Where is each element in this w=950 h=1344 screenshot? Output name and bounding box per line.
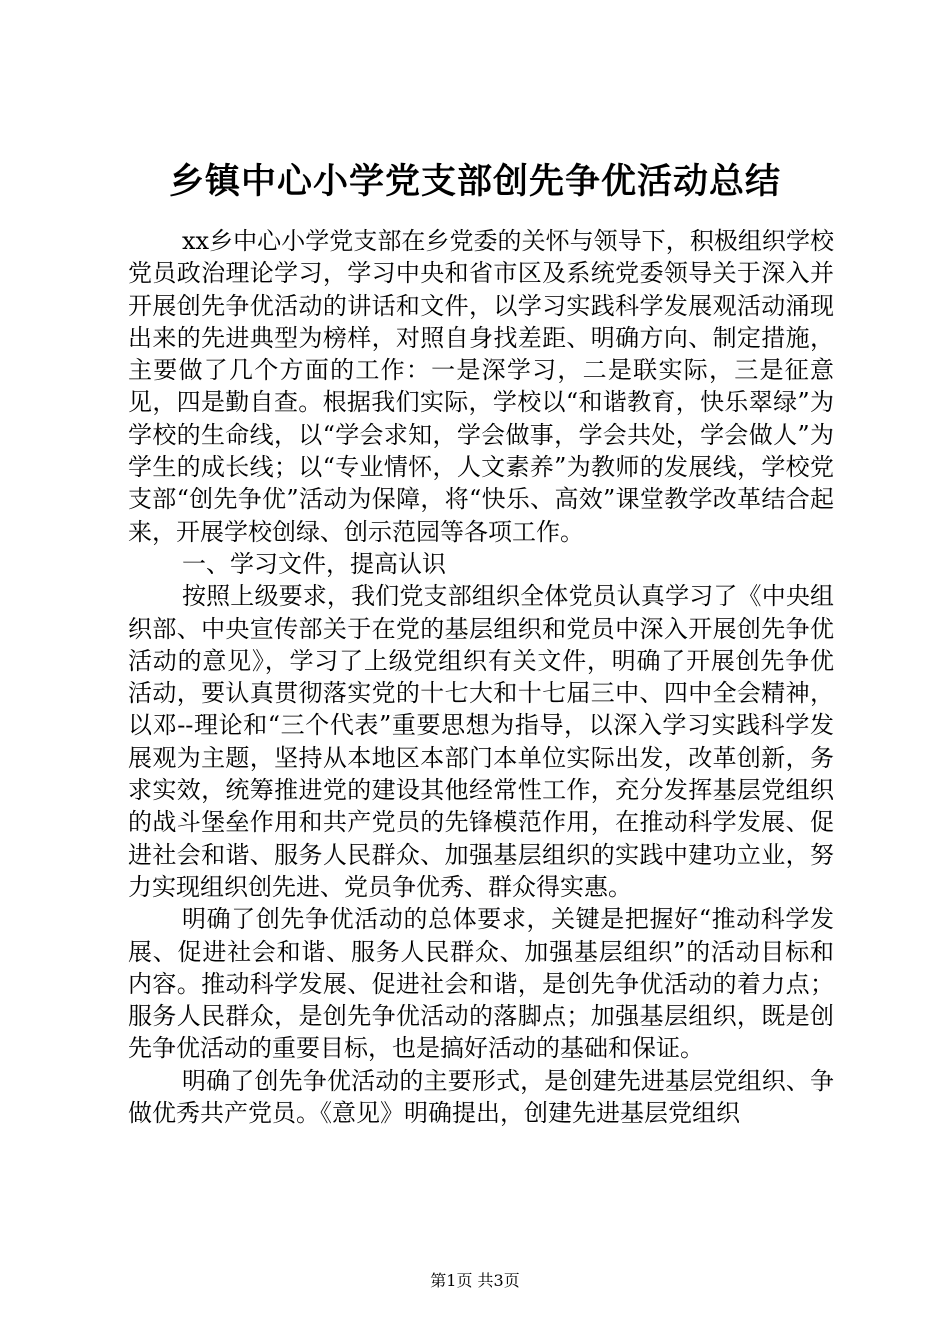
paragraph-requirements: 明确了创先争优活动的总体要求，关键是把握好“推动科学发展、促进社会和谐、服务人民群众、加强基层组织”的活动目标和内容。推动科学发展、促进社会和谐，是创先争优活动的着力点；服务人民群众，是创先争优活动的落脚点；加强基层组织，既是创先争优活动的重要目标，也是搞好活动的基础和保证。 [128,905,834,1063]
paragraph-study: 按照上级要求，我们党支部组织全体党员认真学习了《中央组织部、中央宣传部关于在党的基层组织和党员中深入开展创先争优活动的意见》，学习了上级党组织有关文件，明确了开展创先争优活动，要认真贯彻落实党的十七大和十七届三中、四中全会精神，以邓--理论和“三个代表”重要思想为指导，以深入学习实践科学发展观为主题，坚持从本地区本部门本单位实际出发，改革创新，务求实效，统筹推进党的建设其他经常性工作，充分发挥基层党组织的战斗堡垒作用和共产党员的先锋模范作用，在推动科学发展、促进社会和谐、服务人民群众、加强基层组织的实践中建功立业，努力实现组织创先进、党员争优秀、群众得实惠。 [128,582,834,901]
paragraph-intro: xx乡中心小学党支部在乡党委的关怀与领导下，积极组织学校党员政治理论学习，学习中央和省市区及系统党委领导关于深入并开展创先争优活动的讲话和文件，以学习实践科学发展观活动涌现出来的先进典型为榜样，对照自身找差距、明确方向、制定措施，主要做了几个方面的工作：一是深学习，二是联实际，三是征意见，四是勤自查。根据我们实际，学校以“和谐教育，快乐翠绿”为学校的生命线，以“学会求知，学会做事，学会共处，学会做人”为学生的成长线；以“专业情怀，人文素养”为教师的发展线，学校党支部“创先争优”活动为保障，将“快乐、高效”课堂教学改革结合起来，开展学校创绿、创示范园等各项工作。 [128,227,834,546]
document-title: 乡镇中心小学党支部创先争优活动总结 [168,161,781,202]
section-heading: 一、学习文件，提高认识 [182,549,446,578]
paragraph-forms: 明确了创先争优活动的主要形式，是创建先进基层党组织、争做优秀共产党员。《意见》明确提出，创建先进基层党组织 [128,1066,834,1128]
document-body [128,225,834,1129]
page-footer: 第1页 共3页 [430,1271,520,1290]
